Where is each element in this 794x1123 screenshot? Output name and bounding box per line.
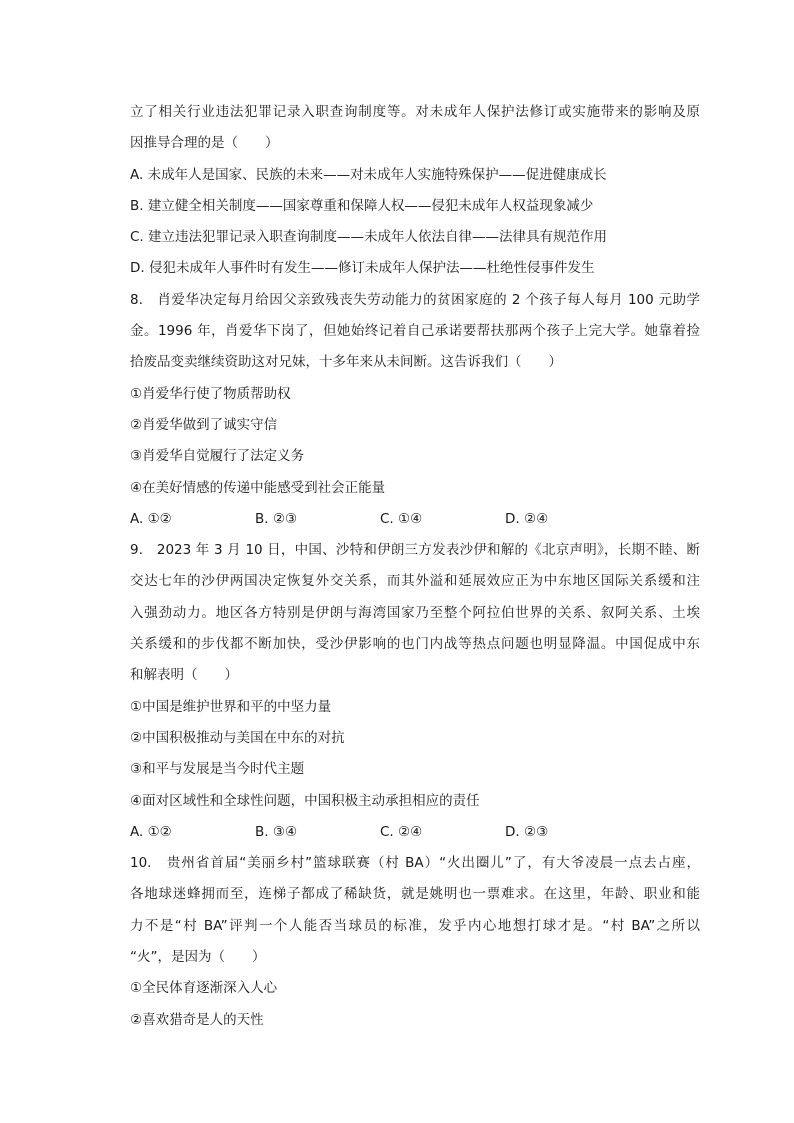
q9-choice-a: A. ①② <box>130 823 172 840</box>
q8-statement-3: ③肖爱华自觉履行了法定义务 <box>130 448 305 465</box>
q9-stem-line-4: 关系缓和的步伐都不断加快，受沙伊影响的也门内战等热点问题也明显降温。中国促成中东 <box>130 636 700 653</box>
q10-statement-1: ①全民体育逐渐深入人心 <box>130 980 278 997</box>
q8-statement-1: ①肖爱华行使了物质帮助权 <box>130 385 291 402</box>
q9-statement-4: ④面对区域性和全球性问题，中国积极主动承担相应的责任 <box>130 792 480 809</box>
q7-continuation-line-2: 因推导合理的是（ ） <box>130 135 279 152</box>
q7-option-c: C. 建立违法犯罪记录入职查询制度——未成年人依法自律——法律具有规范作用 <box>130 229 608 246</box>
q9-choice-b: B. ③④ <box>255 823 298 840</box>
q10-stem-line-1: 10. 贵州省首届“美丽乡村”篮球联赛（村 BA）“火出圈儿”了，有大爷凌晨一点去占座， <box>130 855 700 872</box>
q9-stem-line-1: 9. 2023 年 3 月 10 日，中国、沙特和伊朗三方发表沙伊和解的《北京声明》，长期不睦、断 <box>130 542 700 559</box>
q8-choice-d: D. ②④ <box>505 510 549 527</box>
q9-statement-2: ②中国积极推动与美国在中东的对抗 <box>130 729 345 746</box>
q8-stem-line-3: 拾废品变卖继续资助这对兄妹，十多年来从未间断。这告诉我们（ ） <box>130 354 562 371</box>
q8-choice-c: C. ①④ <box>380 510 423 527</box>
q8-stem-line-1: 8. 肖爱华决定每月给因父亲致残丧失劳动能力的贫困家庭的 2 个孩子每人每月 100 元助学 <box>130 291 700 308</box>
q9-choices <box>130 817 700 848</box>
q8-choice-b: B. ②③ <box>255 510 298 527</box>
q10-statement-2: ②喜欢猎奇是人的天性 <box>130 1011 264 1028</box>
q8-statement-4: ④在美好情感的传递中能感受到社会正能量 <box>130 479 386 496</box>
q9-stem-line-5: 和解表明（ ） <box>130 667 238 684</box>
q9-stem-line-2: 交达七年的沙伊两国决定恢复外交关系，而其外溢和延展效应正为中东地区国际关系缓和注 <box>130 573 700 590</box>
q7-continuation-line-1: 立了相关行业违法犯罪记录入职查询制度等。对未成年人保护法修订或实施带来的影响及原 <box>130 104 700 120</box>
q9-choice-d: D. ②③ <box>505 823 549 840</box>
question-body <box>130 97 700 1036</box>
q7-option-a: A. 未成年人是国家、民族的未来——对未成年人实施特殊保护——促进健康成长 <box>130 166 607 183</box>
q8-choices <box>130 504 700 535</box>
q10-stem-line-4: “火”，是因为（ ） <box>130 949 266 966</box>
q8-stem-line-2: 金。1996 年，肖爱华下岗了，但她始终记着自己承诺要帮扶那两个孩子上完大学。她靠着捡 <box>130 323 700 340</box>
q10-stem-line-3: 力不是“村 BA”评判一个人能否当球员的标准，发乎内心地想打球才是。“村 BA”之所以 <box>130 917 700 934</box>
q7-option-d: D. 侵犯未成年人事件时有发生——修订未成年人保护法——杜绝性侵事件发生 <box>130 260 595 277</box>
q10-stem-line-2: 各地球迷蜂拥而至，连梯子都成了稀缺货，就是姚明也一票难求。在这里，年龄、职业和能 <box>130 886 700 903</box>
q9-statement-3: ③和平与发展是当今时代主题 <box>130 761 305 778</box>
q9-stem-line-3: 入强劲动力。地区各方特别是伊朗与海湾国家乃至整个阿拉伯世界的关系、叙阿关系、土埃 <box>130 604 700 621</box>
q8-choice-a: A. ①② <box>130 510 172 527</box>
q8-statement-2: ②肖爱华做到了诚实守信 <box>130 416 278 433</box>
q7-option-b: B. 建立健全相关制度——国家尊重和保障人权——侵犯未成年人权益现象减少 <box>130 197 594 214</box>
q9-choice-c: C. ②④ <box>380 823 423 840</box>
q9-statement-1: ①中国是维护世界和平的中坚力量 <box>130 698 332 715</box>
